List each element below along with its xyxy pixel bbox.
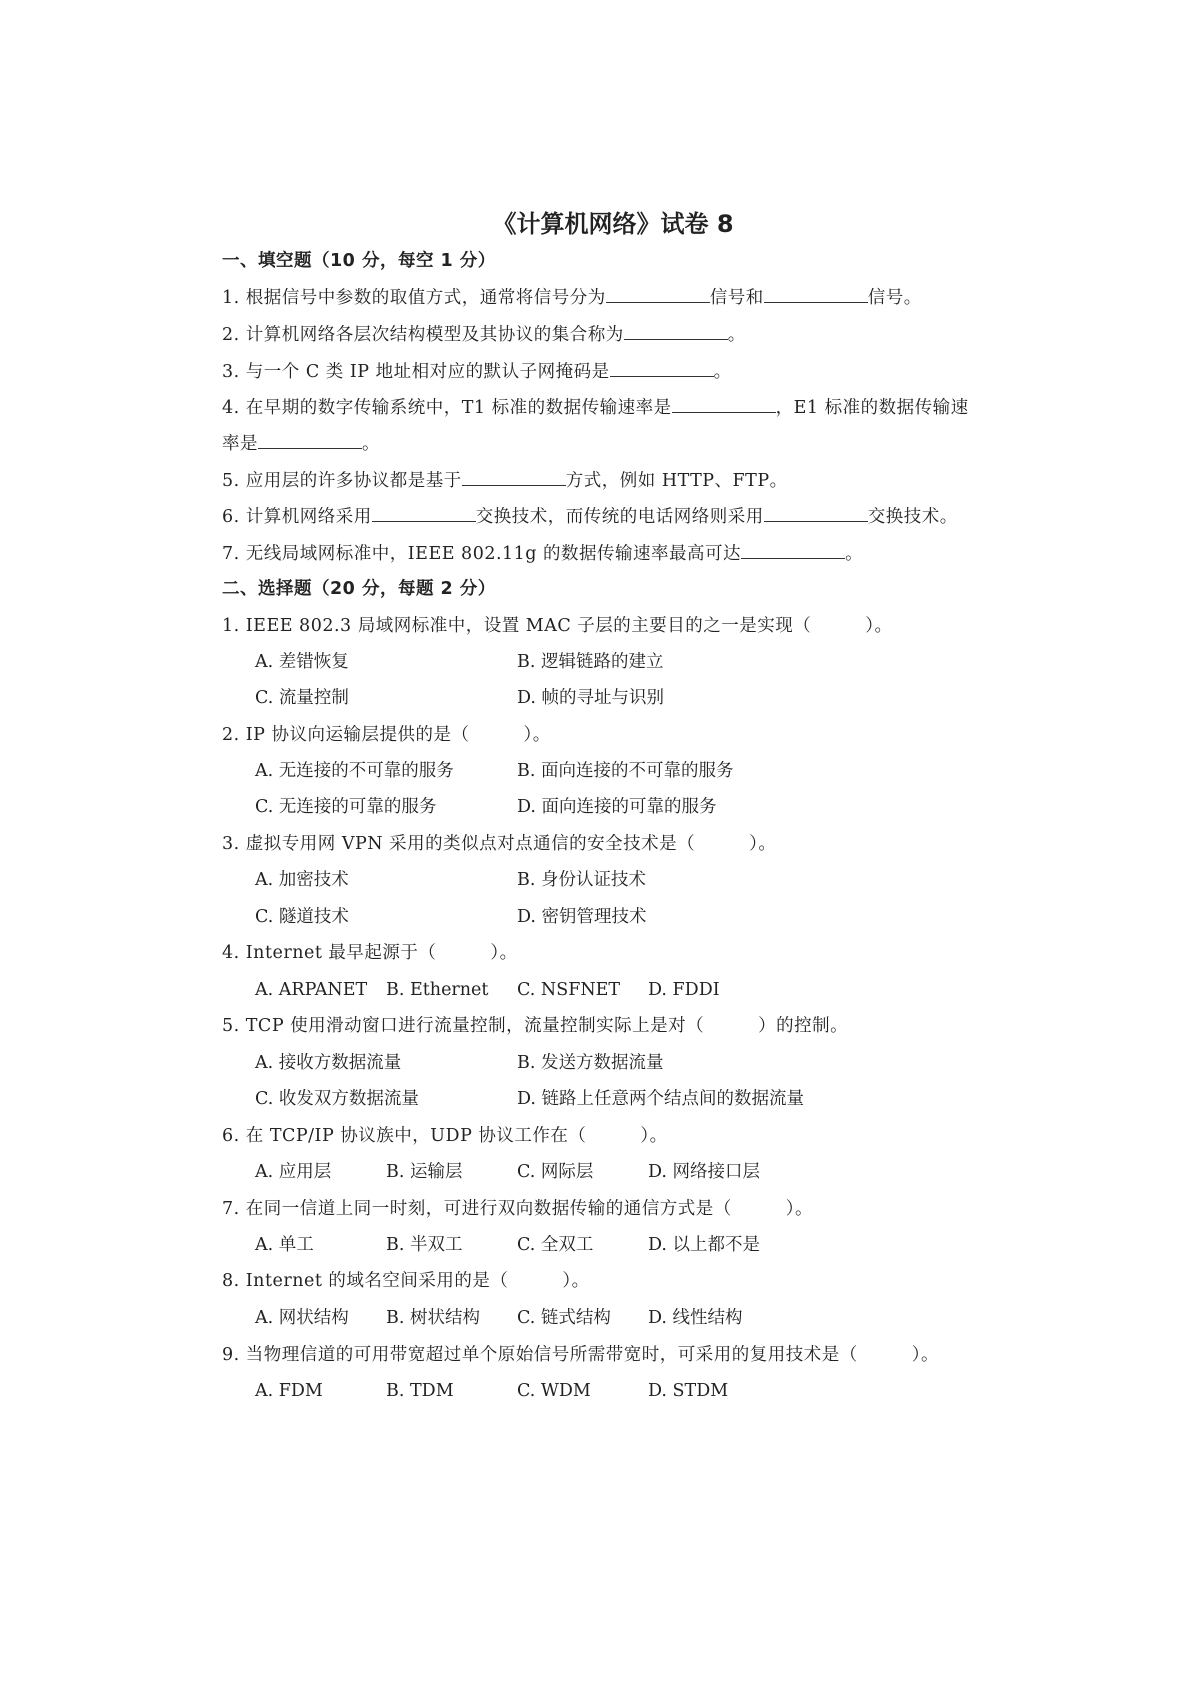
choice-option[interactable]: A. 应用层: [255, 1162, 332, 1182]
choice-option[interactable]: A. 无连接的不可靠的服务: [255, 761, 454, 781]
choice-option[interactable]: C. 流量控制: [255, 688, 349, 708]
choice-question-stem: 3. 虚拟专用网 VPN 采用的类似点对点通信的安全技术是（ ）。: [222, 834, 777, 854]
question-text: 率是: [222, 434, 258, 454]
choice-option[interactable]: B. 身份认证技术: [517, 870, 646, 890]
choice-question-stem: 9. 当物理信道的可用带宽超过单个原始信号所需带宽时，可采用的复用技术是（ ）。: [222, 1345, 940, 1365]
choice-option[interactable]: D. FDDI: [648, 980, 720, 1000]
choice-option[interactable]: D. 链路上任意两个结点间的数据流量: [517, 1089, 805, 1109]
choice-option[interactable]: A. 加密技术: [255, 870, 349, 890]
answer-blank[interactable]: [764, 503, 868, 522]
question-text: 交换技术。: [867, 507, 958, 527]
choice-option[interactable]: A. ARPANET: [255, 980, 368, 1000]
choice-option[interactable]: C. 收发双方数据流量: [255, 1089, 419, 1109]
answer-blank[interactable]: [610, 358, 714, 377]
choice-option[interactable]: A. 差错恢复: [255, 652, 349, 672]
fill-question-7: [222, 540, 863, 566]
fill-question-3: [222, 358, 732, 384]
choice-option[interactable]: B. 树状结构: [386, 1308, 480, 1328]
choice-option[interactable]: C. 链式结构: [517, 1308, 611, 1328]
question-text: 。: [727, 325, 746, 345]
choice-option[interactable]: D. 帧的寻址与识别: [517, 688, 665, 708]
fill-question-4-cont: [222, 430, 380, 456]
question-text: 信号。: [867, 288, 922, 308]
question-text: ，E1 标准的数据传输速: [775, 398, 969, 418]
choice-option[interactable]: B. 半双工: [386, 1235, 463, 1255]
question-text: 信号和: [709, 288, 764, 308]
choice-option[interactable]: B. 逻辑链路的建立: [517, 652, 664, 672]
choice-option[interactable]: B. Ethernet: [386, 980, 489, 1000]
answer-blank[interactable]: [672, 394, 776, 413]
fill-question-1: [222, 284, 922, 310]
choice-option[interactable]: D. 密钥管理技术: [517, 907, 647, 927]
choice-question-stem: 2. IP 协议向运输层提供的是（ ）。: [222, 725, 551, 745]
choice-option[interactable]: C. NSFNET: [517, 980, 621, 1000]
question-text: 6. 计算机网络采用: [222, 507, 372, 527]
fill-question-4: [222, 394, 969, 420]
choice-option[interactable]: C. 无连接的可靠的服务: [255, 797, 437, 817]
answer-blank[interactable]: [462, 467, 566, 486]
choice-option[interactable]: C. 网际层: [517, 1162, 594, 1182]
choice-option[interactable]: B. 发送方数据流量: [517, 1053, 664, 1073]
question-text: 4. 在早期的数字传输系统中，T1 标准的数据传输速率是: [222, 398, 672, 418]
answer-blank[interactable]: [741, 540, 845, 559]
answer-blank[interactable]: [764, 284, 868, 303]
page-title: 《计算机网络》试卷 8: [492, 210, 734, 238]
fill-question-2: [222, 321, 746, 347]
question-text: 3. 与一个 C 类 IP 地址相对应的默认子网掩码是: [222, 362, 610, 382]
choice-option[interactable]: B. TDM: [386, 1381, 454, 1401]
question-text: 7. 无线局域网标准中，IEEE 802.11g 的数据传输速率最高可达: [222, 544, 742, 564]
choice-option[interactable]: D. STDM: [648, 1381, 729, 1401]
question-text: 交换技术，而传统的电话网络则采用: [475, 507, 764, 527]
choice-option[interactable]: C. WDM: [517, 1381, 591, 1401]
question-text: 5. 应用层的许多协议都是基于: [222, 471, 462, 491]
answer-blank[interactable]: [624, 321, 728, 340]
choice-option[interactable]: C. 隧道技术: [255, 907, 349, 927]
choice-question-stem: 4. Internet 最早起源于（ ）。: [222, 943, 518, 963]
choice-option[interactable]: B. 运输层: [386, 1162, 463, 1182]
question-text: 1. 根据信号中参数的取值方式，通常将信号分为: [222, 288, 606, 308]
choice-option[interactable]: A. FDM: [255, 1381, 323, 1401]
choice-option[interactable]: D. 以上都不是: [648, 1235, 761, 1255]
choice-question-stem: 7. 在同一信道上同一时刻，可进行双向数据传输的通信方式是（ ）。: [222, 1199, 814, 1219]
question-text: 方式，例如 HTTP、FTP。: [565, 471, 788, 491]
choice-option[interactable]: D. 面向连接的可靠的服务: [517, 797, 717, 817]
choice-question-stem: 8. Internet 的域名空间采用的是（ ）。: [222, 1271, 590, 1291]
answer-blank[interactable]: [606, 284, 710, 303]
choice-question-stem: 1. IEEE 802.3 局域网标准中，设置 MAC 子层的主要目的之一是实现（ ）。: [222, 616, 893, 636]
fill-question-6: [222, 503, 958, 529]
question-text: 。: [362, 434, 380, 454]
fill-question-5: [222, 467, 788, 493]
question-text: 2. 计算机网络各层次结构模型及其协议的集合称为: [222, 325, 624, 345]
choice-question-stem: 6. 在 TCP/IP 协议族中，UDP 协议工作在（ ）。: [222, 1126, 668, 1146]
question-text: 。: [713, 362, 732, 382]
choice-question-stem: 5. TCP 使用滑动窗口进行流量控制，流量控制实际上是对（ ）的控制。: [222, 1016, 849, 1036]
choice-option[interactable]: A. 单工: [255, 1235, 314, 1255]
choice-option[interactable]: D. 网络接口层: [648, 1162, 761, 1182]
answer-blank[interactable]: [372, 503, 476, 522]
section-heading-choice: 二、选择题（20 分，每题 2 分）: [222, 579, 496, 599]
choice-option[interactable]: A. 网状结构: [255, 1308, 349, 1328]
section-heading-fill-in: 一、填空题（10 分，每空 1 分）: [222, 251, 496, 271]
answer-blank[interactable]: [258, 430, 362, 449]
question-text: 。: [845, 544, 864, 564]
choice-option[interactable]: C. 全双工: [517, 1235, 594, 1255]
choice-option[interactable]: B. 面向连接的不可靠的服务: [517, 761, 734, 781]
choice-option[interactable]: D. 线性结构: [648, 1308, 743, 1328]
choice-option[interactable]: A. 接收方数据流量: [255, 1053, 402, 1073]
